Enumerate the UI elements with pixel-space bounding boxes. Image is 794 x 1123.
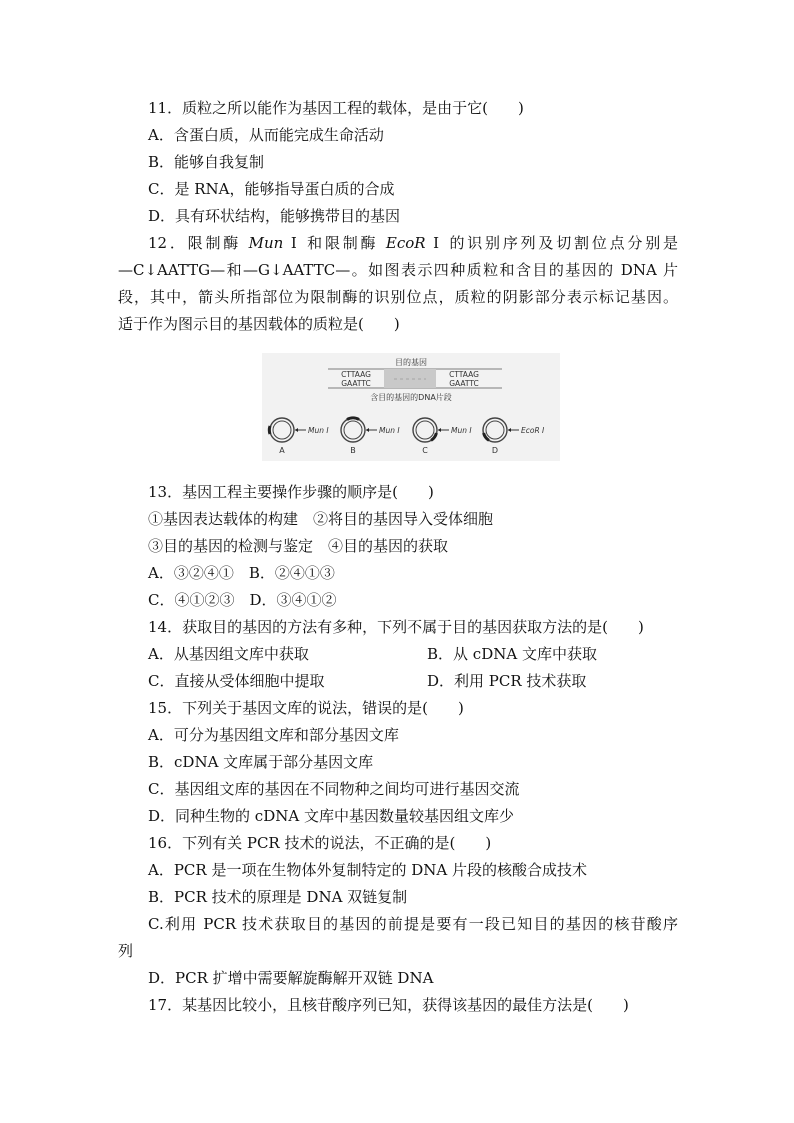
q12-enzyme1: Mun bbox=[248, 234, 284, 252]
plasmid-b-site: Mun Ⅰ bbox=[379, 426, 400, 435]
plasmid-c-letter: C bbox=[422, 446, 428, 455]
plasmid-c bbox=[413, 418, 472, 455]
target-gene-label: 目的基因 bbox=[395, 358, 427, 367]
q12-stem-part1: 12．限制酶 bbox=[148, 234, 249, 252]
q13-steps-line2: ③目的基因的检测与鉴定 ④目的基因的获取 bbox=[148, 537, 449, 555]
plasmid-c-site: Mun Ⅰ bbox=[451, 426, 472, 435]
q15-option-d: D．同种生物的 cDNA 文库中基因数量较基因组文库少 bbox=[148, 807, 514, 825]
plasmid-d-site: EcoR Ⅰ bbox=[521, 426, 545, 435]
q11-option-c: C．是 RNA，能够指导蛋白质的合成 bbox=[148, 180, 395, 198]
right-seq-bottom: GAATTC bbox=[449, 379, 479, 388]
plasmid-a-letter: A bbox=[279, 446, 285, 455]
q16-option-c-line1: C.利用 PCR 技术获取目的基因的前提是要有一段已知目的基因的核苷酸序 bbox=[148, 915, 678, 933]
left-seq-bottom: GAATTC bbox=[341, 379, 371, 388]
plasmid-b-letter: B bbox=[350, 446, 356, 455]
q13-options-line1: A．③②④① B．②④①③ bbox=[148, 564, 335, 582]
marker-gene-a bbox=[269, 426, 270, 434]
q12-stem-part2: Ⅰ 和限制酶 bbox=[283, 234, 386, 252]
q12-figure bbox=[262, 353, 560, 461]
q15-option-c: C．基因组文库的基因在不同物种之间均可进行基因交流 bbox=[148, 780, 520, 798]
q12-stem-line4: 适于作为图示目的基因载体的质粒是( ) bbox=[118, 315, 400, 333]
q13-stem: 13．基因工程主要操作步骤的顺序是( ) bbox=[148, 483, 434, 501]
q14-stem: 14．获取目的基因的方法有多种，下列不属于目的基因获取方法的是( ) bbox=[148, 618, 644, 636]
q15-option-b: B．cDNA 文库属于部分基因文库 bbox=[148, 753, 374, 771]
plasmid-a-site: Mun Ⅰ bbox=[308, 426, 329, 435]
q11-stem: 11．质粒之所以能作为基因工程的载体，是由于它( ) bbox=[148, 99, 524, 117]
q12-stem-line2: —C↓AATTG—和—G↓AATTC—。如图表示四种质粒和含目的基因的 DNA 片 bbox=[118, 261, 678, 279]
q11-option-b: B．能够自我复制 bbox=[148, 153, 265, 171]
q13-steps-line1: ①基因表达载体的构建 ②将目的基因导入受体细胞 bbox=[148, 510, 494, 528]
q15-stem: 15．下列关于基因文库的说法，错误的是( ) bbox=[148, 699, 464, 717]
q11-option-a: A．含蛋白质，从而能完成生命活动 bbox=[148, 126, 384, 144]
q13-options-line2: C．④①②③ D．③④①② bbox=[148, 591, 337, 609]
q16-option-a: A．PCR 是一项在生物体外复制特定的 DNA 片段的核酸合成技术 bbox=[148, 861, 587, 879]
right-seq-top: CTTAAG bbox=[449, 370, 479, 379]
plasmid-a bbox=[269, 418, 329, 455]
marker-gene-c bbox=[431, 433, 436, 440]
plasmid-d bbox=[483, 418, 545, 455]
q14-option-a: A．从基因组文库中获取 bbox=[148, 645, 309, 663]
marker-gene-d bbox=[484, 433, 489, 440]
q17-stem: 17．某基因比较小，且核苷酸序列已知，获得该基因的最佳方法是( ) bbox=[148, 996, 629, 1014]
plasmid-d-letter: D bbox=[491, 446, 499, 455]
q14-option-b: B．从 cDNA 文库中获取 bbox=[427, 645, 597, 663]
q15-option-a: A．可分为基因组文库和部分基因文库 bbox=[148, 726, 399, 744]
q12-stem-line1 bbox=[148, 233, 678, 253]
target-gene-region bbox=[384, 369, 436, 388]
q12-enzyme2: EcoR bbox=[385, 234, 426, 252]
fragment-label: 含目的基因的DNA片段 bbox=[370, 393, 452, 402]
q12-stem-line3: 段，其中，箭头所指部位为限制酶的识别位点，质粒的阴影部分表示标记基因。 bbox=[118, 288, 678, 306]
q12-stem-part3: Ⅰ 的识别序列及切割位点分别是 bbox=[425, 234, 679, 252]
q16-option-c-line2: 列 bbox=[118, 942, 134, 960]
left-seq-top: CTTAAG bbox=[341, 370, 371, 379]
q16-stem: 16．下列有关 PCR 技术的说法，不正确的是( ) bbox=[148, 834, 492, 852]
q11-option-d: D．具有环状结构，能够携带目的基因 bbox=[148, 207, 401, 225]
q16-option-b: B．PCR 技术的原理是 DNA 双链复制 bbox=[148, 888, 408, 906]
q14-option-d: D．利用 PCR 技术获取 bbox=[427, 672, 587, 690]
q14-option-c: C．直接从受体细胞中提取 bbox=[148, 672, 325, 690]
plasmid-b bbox=[341, 418, 400, 455]
q16-option-d: D．PCR 扩增中需要解旋酶解开双链 DNA bbox=[148, 969, 434, 987]
marker-gene-b bbox=[347, 418, 359, 420]
